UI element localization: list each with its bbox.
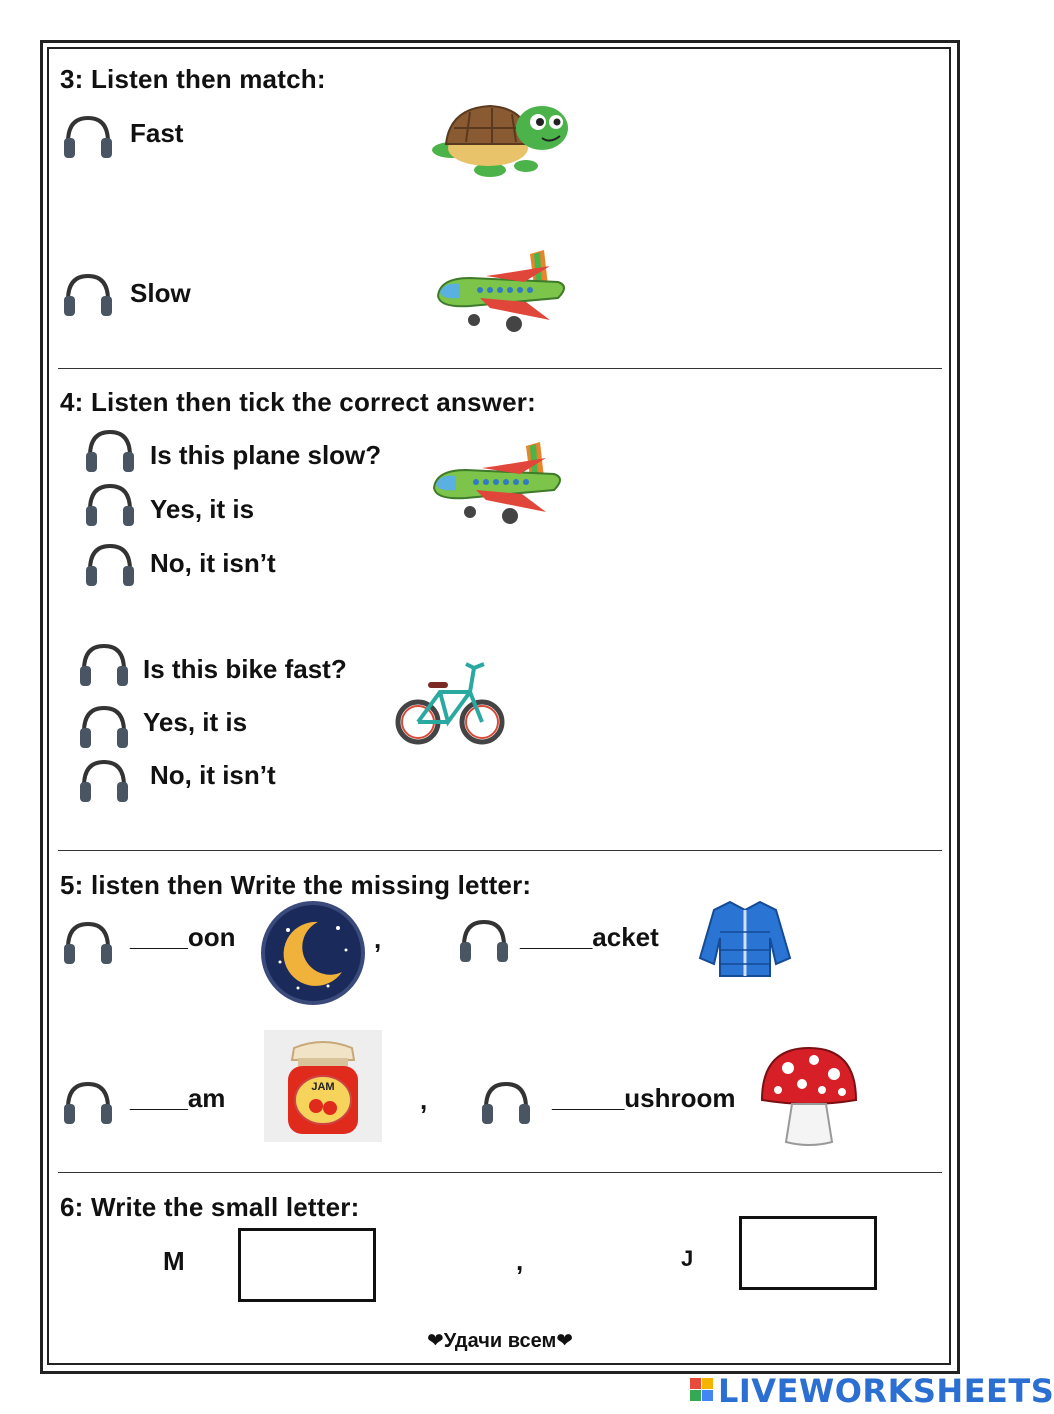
answer-bike-no[interactable]: No, it isn’t xyxy=(150,760,276,790)
footer-message: ❤Удачи всем❤ xyxy=(426,1330,574,1352)
section-divider xyxy=(58,850,942,851)
answer-box-j[interactable] xyxy=(739,1216,877,1290)
moon-picture xyxy=(258,900,368,1006)
headphones-icon[interactable] xyxy=(60,918,116,966)
headphones-icon[interactable] xyxy=(60,270,116,318)
headphones-icon[interactable] xyxy=(456,916,512,964)
bicycle-picture xyxy=(394,656,506,752)
section-6-heading: 6: Write the small letter: xyxy=(60,1192,360,1222)
match-word-slow: Slow xyxy=(130,278,191,308)
answer-plane-yes[interactable]: Yes, it is xyxy=(150,494,255,524)
question-bike: Is this bike fast? xyxy=(143,654,347,684)
liveworksheets-logo xyxy=(690,1372,1054,1410)
missing-letter-word-mushroom[interactable]: _____ushroom xyxy=(552,1083,736,1113)
capital-letter-m: M xyxy=(163,1246,185,1276)
headphones-icon[interactable] xyxy=(76,702,132,750)
missing-letter-word-jam[interactable]: ____am xyxy=(130,1083,226,1113)
headphones-icon[interactable] xyxy=(76,756,132,804)
answer-plane-no[interactable]: No, it isn’t xyxy=(150,548,276,578)
answer-box-m[interactable] xyxy=(238,1228,376,1302)
headphones-icon[interactable] xyxy=(60,112,116,160)
airplane-picture xyxy=(430,246,574,334)
missing-letter-word-jacket[interactable]: _____acket xyxy=(520,922,659,952)
turtle-picture xyxy=(430,92,572,180)
capital-letter-j: J xyxy=(681,1246,694,1271)
liveworksheets-wordmark: LIVEWORKSHEETS xyxy=(718,1372,1054,1410)
headphones-icon[interactable] xyxy=(82,540,138,588)
section-4-heading: 4: Listen then tick the correct answer: xyxy=(60,387,536,417)
match-word-fast: Fast xyxy=(130,118,184,148)
section-5-heading: 5: listen then Write the missing letter: xyxy=(60,870,532,900)
headphones-icon[interactable] xyxy=(82,480,138,528)
section-divider xyxy=(58,368,942,369)
headphones-icon[interactable] xyxy=(82,426,138,474)
answer-bike-yes[interactable]: Yes, it is xyxy=(143,707,248,737)
liveworksheets-logo-icon xyxy=(690,1378,714,1404)
jacket-picture xyxy=(696,898,794,978)
jam-jar-picture xyxy=(264,1030,382,1142)
separator-comma: , xyxy=(420,1085,428,1115)
jam-jar-label: JAM xyxy=(311,1081,335,1093)
airplane-picture xyxy=(426,438,570,526)
headphones-icon[interactable] xyxy=(60,1078,116,1126)
missing-letter-word-moon[interactable]: ____oon xyxy=(130,922,236,952)
headphones-icon[interactable] xyxy=(478,1078,534,1126)
headphones-icon[interactable] xyxy=(76,640,132,688)
section-3-heading: 3: Listen then match: xyxy=(60,64,326,94)
separator-comma: , xyxy=(374,924,382,954)
section-divider xyxy=(58,1172,942,1173)
question-plane: Is this plane slow? xyxy=(150,440,382,470)
separator-comma: , xyxy=(516,1246,524,1276)
mushroom-picture xyxy=(758,1044,860,1148)
